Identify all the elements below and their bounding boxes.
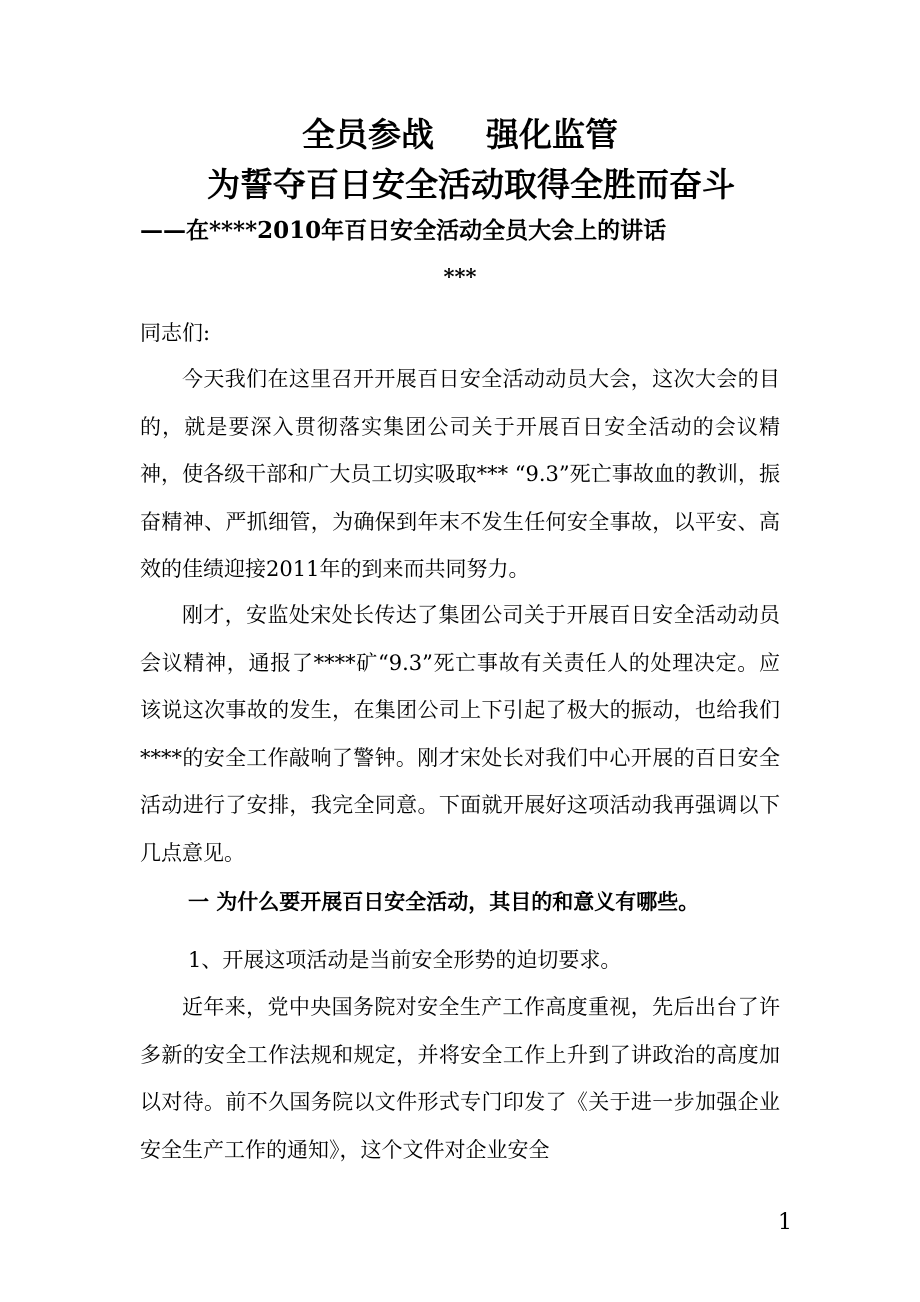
title-part-supervision: 强化监管 <box>486 115 618 154</box>
paragraph-opening: 今天我们在这里召开开展百日安全活动动员大会，这次大会的目的，就是要深入贯彻落实集团公司关于开展百日安全活动的会议精神，使各级干部和广大员工切实吸取*** “9.3”死亡事故血的教训，振奋精神、严抓细管，为确保到年末不发生任何安全事故，以平安、高效的佳绩迎接2011年的到来而共同努力。 <box>140 367 780 581</box>
greeting: 同志们: <box>140 321 211 345</box>
paragraph-briefing: 刚才，安监处宋处长传达了集团公司关于开展百日安全活动动员会议精神，通报了****矿“9.3”死亡事故有关责任人的处理决定。应该说这次事故的发生，在集团公司上下引起了极大的振动，也给我们****的安全工作敲响了警钟。刚才宋处长对我们中心开展的百日安全活动进行了安排，我完全同意。下面就开展好这项活动我再强调以下几点意见。 <box>140 603 780 865</box>
document-subtitle: ——在****2010年百日安全活动全员大会上的讲话 <box>140 217 667 244</box>
document-title-line2: 为誓夺百日安全活动取得全胜而奋斗 <box>207 165 735 204</box>
page-number: 1 <box>778 1210 792 1235</box>
paragraph-recent-years: 近年来，党中央国务院对安全生产工作高度重视，先后出台了许多新的安全工作法规和规定，并将安全工作上升到了讲政治的高度加以对待。前不久国务院以文件形式专门印发了《关于进一步加强企业安全生产工作的通知》，这个文件对企业安全 <box>140 995 780 1162</box>
section-heading: 一 为什么要开展百日安全活动，其目的和意义有哪些。 <box>188 889 700 914</box>
document-author: *** <box>443 264 477 289</box>
item-heading: 1、开展这项活动是当前安全形势的迫切要求。 <box>188 948 622 972</box>
document-title-line1 <box>0 112 920 158</box>
title-part-all-staff: 全员参战 <box>302 115 434 154</box>
